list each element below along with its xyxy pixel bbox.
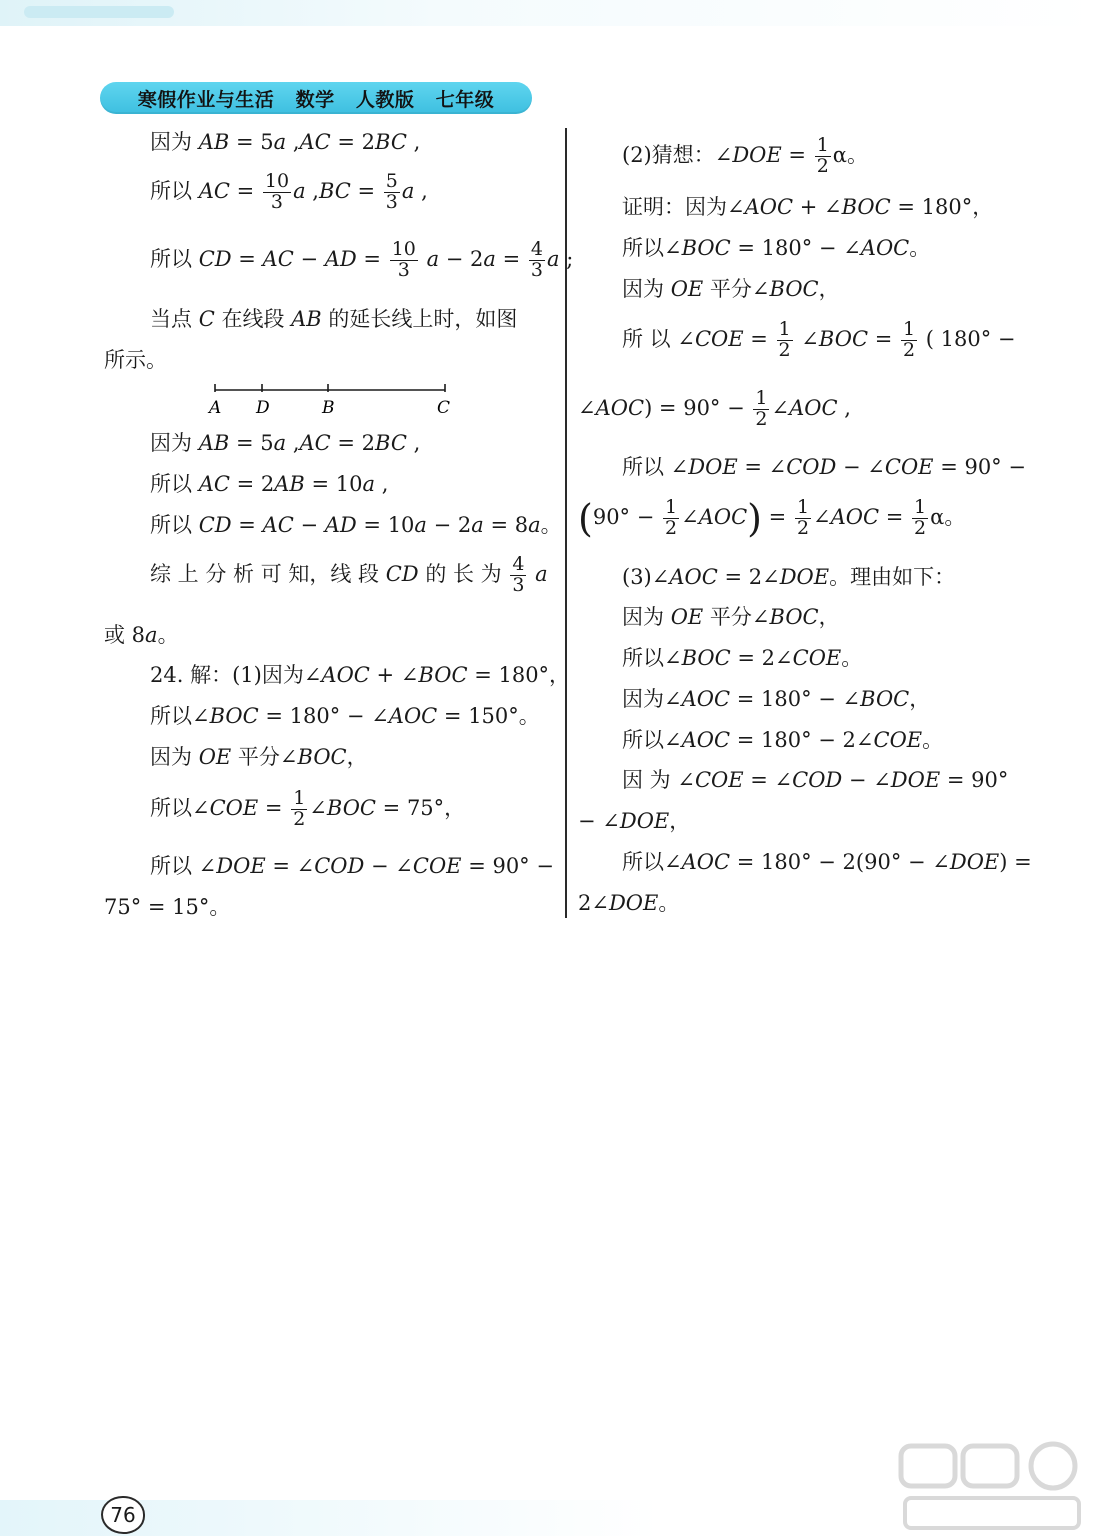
left-line-9: 综 上 分 析 可 知，线 段 CD 的 长 为 $\frac{4}{3}$ a [150,553,548,596]
left-line-13: 因为 OE 平分∠BOC， [150,745,368,769]
left-line-4: 当点 C 在线段 AB 的延长线上时，如图 [150,307,518,331]
segment-figure [205,380,455,420]
right-line-4: 因为 OE 平分∠BOC， [622,277,840,301]
left-line-6: 因为 AB = 5a ,AC = 2BC , [150,431,421,455]
right-line-5: 所 以 ∠COE = $\frac{1}{2}$ ∠BOC = $\frac{1}{2}$ ( 180° − [622,318,1016,361]
left-line-2: 所以 AC = $\frac{10}{3}$ a ,BC = $\frac{5}{3}$ a , [150,170,428,213]
fraction: $\frac{1}{2}$ [902,318,916,361]
fraction: $\frac{4}{3}$ [512,553,525,596]
fraction: $\frac{1}{2}$ [293,787,306,830]
left-line-16: 75° = 15°。 [104,895,231,919]
left-line-12: 所以∠BOC = 180° − ∠AOC = 150°。 [150,704,540,728]
right-line-9: (3)∠AOC = 2∠DOE。理由如下： [622,565,956,589]
header-banner [100,82,532,114]
left-line-3: 所以 CD = AC − AD = $\frac{10}{3}$ a − 2a = $\frac{4}{3}$ a ; [150,238,574,281]
right-line-6: ∠AOC) = 90° − $\frac{1}{2}$ ∠AOC , [578,387,851,430]
left-line-14: 所以∠COE = $\frac{1}{2}$ ∠BOC = 75°， [150,787,466,830]
right-line-1: (2)猜想：∠DOE = $\frac{1}{2}$ α。 [622,134,868,177]
right-line-10: 因为 OE 平分∠BOC， [622,605,840,629]
right-line-11: 所以∠BOC = 2∠COE。 [622,646,863,670]
right-line-12: 因为∠AOC = 180° − ∠BOC， [622,687,931,711]
point-label-c: C [437,398,451,418]
left-line-7: 所以 AC = 2AB = 10a , [150,472,389,496]
header-title: 寒假作业与生活 数学 人教版 七年级 [137,88,495,111]
right-line-14: 因 为 ∠COE = ∠COD − ∠DOE = 90° [622,768,1009,792]
fraction: $\frac{1}{2}$ [914,496,927,539]
right-line-16: 所以∠AOC = 180° − 2(90° − ∠DOE) = [622,850,1032,874]
top-decor-blot [24,6,174,18]
fraction: $\frac{5}{3}$ [385,170,398,213]
right-line-15: − ∠DOE， [578,809,691,833]
left-line-15: 所以 ∠DOE = ∠COD − ∠COE = 90° − [150,854,554,878]
top-decor-strip [0,0,1099,26]
point-label-b: B [322,398,335,418]
watermark-logo [897,1440,1087,1534]
left-line-5: 所示。 [104,348,167,372]
fraction: $\frac{1}{2}$ [755,387,768,430]
page-number: 76 [101,1496,145,1534]
fraction: $\frac{10}{3}$ [264,170,290,213]
right-line-13: 所以∠AOC = 180° − 2∠COE。 [622,728,944,752]
fraction: $\frac{4}{3}$ [530,238,543,281]
right-line-3: 所以∠BOC = 180° − ∠AOC。 [622,236,931,260]
left-line-11: 24. 解：(1)因为∠AOC + ∠BOC = 180°， [150,663,571,687]
point-label-d: D [256,398,270,418]
fraction: $\frac{10}{3}$ [391,238,416,281]
right-line-2: 证明：因为∠AOC + ∠BOC = 180°， [622,195,994,219]
right-line-17: 2∠DOE。 [578,891,680,915]
left-line-10: 或 8a。 [104,623,179,647]
right-line-8: (90° − $\frac{1}{2}$ ∠AOC) = $\frac{1}{2}$ ∠AOC = $\frac{1}{2}$ α。 [578,496,966,541]
fraction: $\frac{1}{2}$ [796,496,810,539]
fraction: $\frac{1}{2}$ [778,318,791,361]
right-line-7: 所以 ∠DOE = ∠COD − ∠COE = 90° − [622,455,1026,479]
fraction: $\frac{1}{2}$ [816,134,829,177]
left-line-8: 所以 CD = AC − AD = 10a − 2a = 8a。 [150,513,562,537]
point-label-a: A [209,398,222,418]
left-line-1: 因为 AB = 5a ,AC = 2BC , [150,130,421,154]
fraction: $\frac{1}{2}$ [665,496,678,539]
